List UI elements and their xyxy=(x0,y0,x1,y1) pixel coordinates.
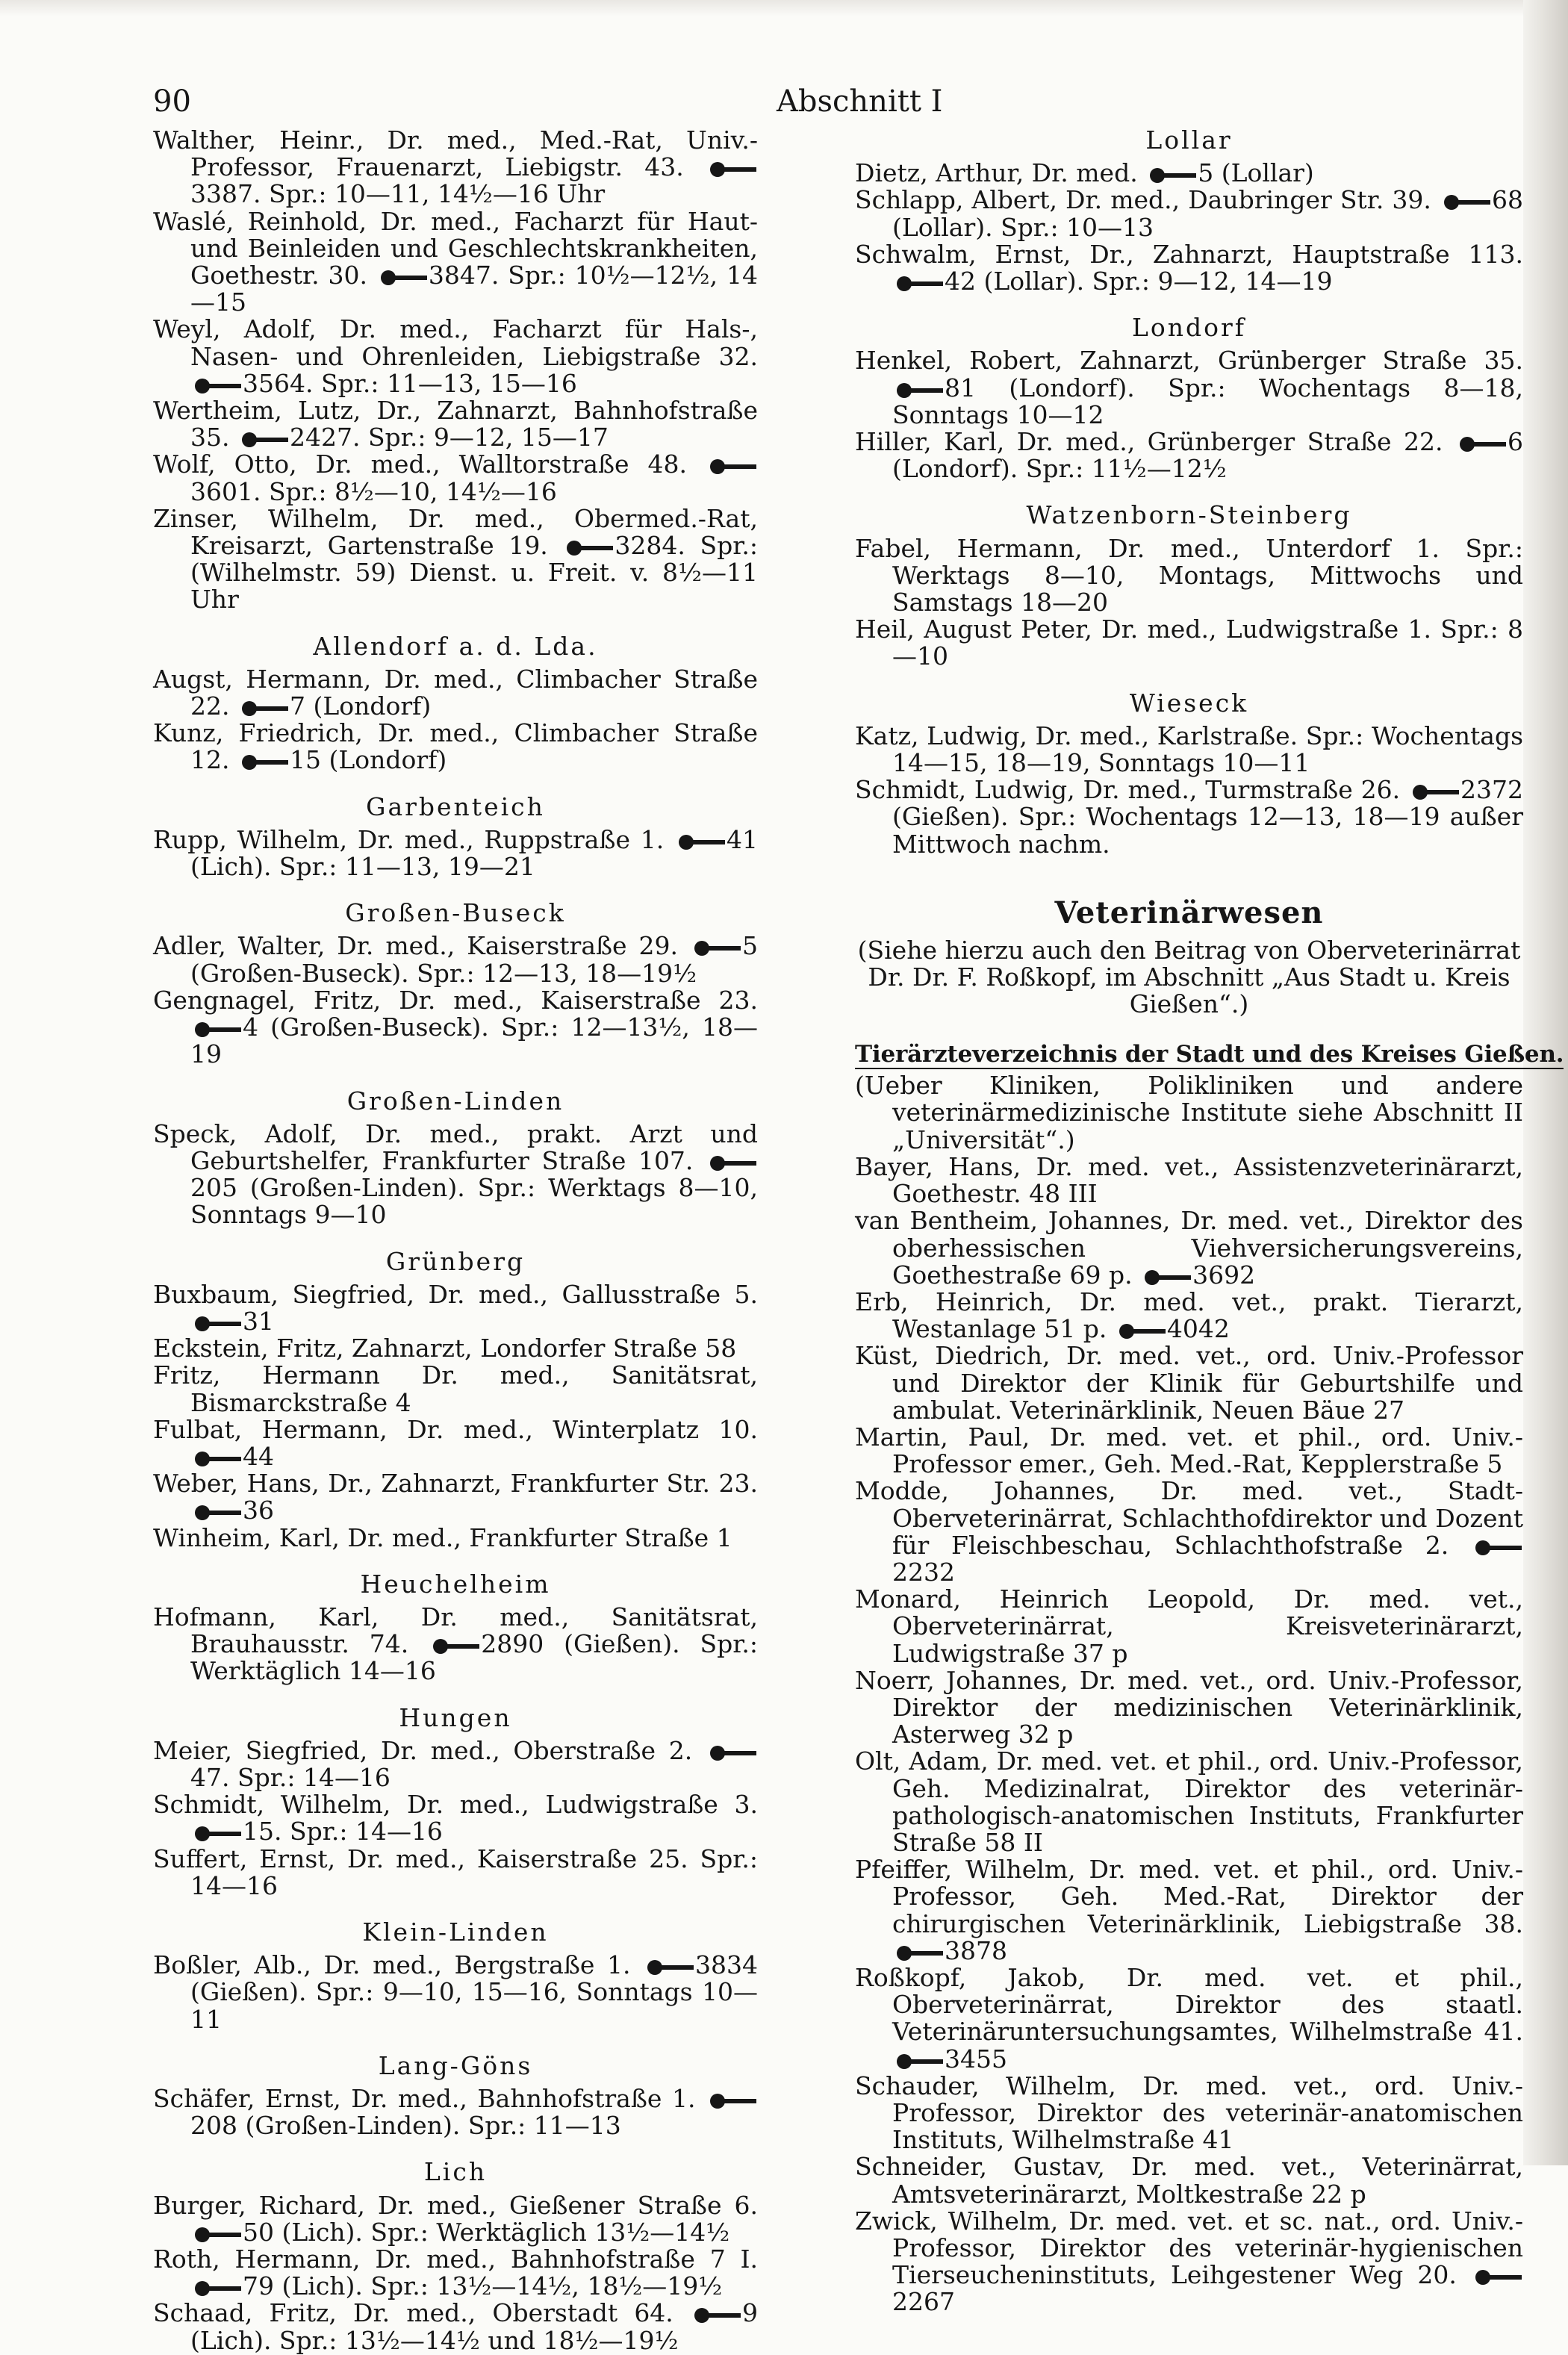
telephone-icon xyxy=(710,162,753,177)
directory-entry xyxy=(855,1424,1523,1478)
telephone-icon xyxy=(897,2054,940,2069)
place-heading: Grünberg xyxy=(385,1246,526,1276)
directory-entry xyxy=(153,451,758,505)
directory-entry xyxy=(855,1207,1523,1289)
entry-text: Weyl, Adolf, Dr. med., Facharzt für Hals-, Nasen- und Ohrenleiden, Liebigstraße 32. xyxy=(153,314,758,371)
entry-text: Buxbaum, Siegfried, Dr. med., Gallusstraße 5. xyxy=(153,1279,758,1309)
entry-text: Suffert, Ernst, Dr. med., Kaiserstraße 25. Spr.: 14—16 xyxy=(153,1844,758,1900)
directory-entry xyxy=(153,1791,758,1845)
directory-entry xyxy=(855,1478,1523,1586)
entry-text: Augst, Hermann, Dr. med., Climbacher Straße 22. xyxy=(153,664,758,721)
entry-text: Walther, Heinr., Dr. med., Med.-Rat, Univ.-Professor, Frauenarzt, Liebigstr. 43. xyxy=(153,125,758,182)
directory-entry xyxy=(153,1846,758,1900)
directory-entry xyxy=(855,241,1523,295)
directory-entry xyxy=(855,429,1523,482)
place-heading: Hungen xyxy=(399,1702,512,1732)
telephone-icon xyxy=(710,2094,753,2109)
telephone-icon xyxy=(1145,1270,1188,1285)
entry-phone: 4042 xyxy=(1166,1314,1230,1344)
entry-phone: 2427. Spr.: 9—12, 15—17 xyxy=(289,423,609,452)
directory-entry xyxy=(153,1735,758,1792)
page-top-shadow xyxy=(0,0,1568,16)
entry-phone: 3847. Spr.: 10½—12½, 14—15 xyxy=(190,261,758,317)
left-column xyxy=(153,127,758,2354)
entry-text: Küst, Diedrich, Dr. med. vet., ord. Univ.-Professor und Direktor der Klinik für Geburtshilfe und ambulat. Veterinärklinik, Neuen Bäue 27 xyxy=(855,1341,1523,1425)
directory-entry xyxy=(153,933,758,986)
entry-phone: 79 (Lich). Spr.: 13½—14½, 18½—19½ xyxy=(243,2271,723,2301)
telephone-icon xyxy=(1475,2270,1519,2285)
telephone-icon xyxy=(381,270,424,285)
entry-text: Boßler, Alb., Dr. med., Bergstraße 1. xyxy=(153,1950,631,1980)
directory-entry xyxy=(153,1470,758,1524)
entry-text: Rupp, Wilhelm, Dr. med., Ruppstraße 1. xyxy=(153,824,665,854)
telephone-icon xyxy=(897,1946,940,1961)
telephone-icon xyxy=(195,379,238,393)
directory-entry xyxy=(855,1964,1523,2073)
telephone-icon xyxy=(242,701,285,716)
telephone-icon xyxy=(1413,785,1456,800)
directory-entry xyxy=(855,2208,1523,2316)
directory-entry xyxy=(855,1667,1523,1749)
entry-phone: 47. Spr.: 14—16 xyxy=(190,1762,391,1792)
directory-entry xyxy=(153,1416,758,1470)
entry-text: Dietz, Arthur, Dr. med. xyxy=(855,158,1138,188)
entry-phone: 2372 (Gießen). Spr.: Wochentags 12—13, 18—19 außer Mittwoch nachm. xyxy=(892,775,1523,859)
section-heading: Veterinärwesen xyxy=(1054,895,1324,930)
telephone-icon xyxy=(195,1505,238,1520)
entry-phone: 7 (Londorf) xyxy=(289,691,432,721)
entry-text: Monard, Heinrich Leopold, Dr. med. vet., Oberveterinärrat, Kreisveterinärarzt, Ludwigstraße 37 p xyxy=(855,1584,1523,1668)
entry-text: Pfeiffer, Wilhelm, Dr. med. vet. et phil., ord. Univ.-Professor, Geh. Med.-Rat, Direktor der chirurgischen Veterinärklinik, Liebigstraße 38. xyxy=(855,1855,1523,1938)
entry-text: Katz, Ludwig, Dr. med., Karlstraße. Spr.: Wochentags 14—15, 18—19, Sonntags 10—11 xyxy=(855,721,1523,778)
entry-text: Schneider, Gustav, Dr. med. vet., Veterinärrat, Amtsveterinärarzt, Moltkestraße 22 p xyxy=(855,2152,1523,2209)
place-heading: Watzenborn-Steinberg xyxy=(1026,500,1352,530)
place-heading: Wieseck xyxy=(1129,688,1249,718)
entry-phone: 31 xyxy=(243,1306,274,1336)
place-heading: Heuchelheim xyxy=(360,1569,551,1599)
entry-phone: 3284. Spr.: (Wilhelmstr. 59) Dienst. u. Freit. v. 8½—11 Uhr xyxy=(190,531,758,615)
place-heading: Lollar xyxy=(1145,125,1233,155)
entry-text: Martin, Paul, Dr. med. vet. et phil., ord. Univ.-Professor emer., Geh. Med.-Rat, Kepplerstraße 5 xyxy=(855,1422,1523,1479)
entry-phone: 5 (Lollar) xyxy=(1198,158,1314,188)
entry-text: Hiller, Karl, Dr. med., Grünberger Straße 22. xyxy=(855,427,1443,457)
telephone-icon xyxy=(195,1452,238,1466)
directory-entry xyxy=(855,777,1523,858)
directory-entry xyxy=(855,1748,1523,1856)
entry-phone: 44 xyxy=(243,1441,274,1471)
directory-entry xyxy=(153,505,758,614)
entry-phone: 6 (Londorf). Spr.: 11½—12½ xyxy=(892,427,1523,484)
directory-entry xyxy=(153,1362,758,1416)
entry-text: Wolf, Otto, Dr. med., Walltorstraße 48. xyxy=(153,449,687,479)
directory-entry xyxy=(855,347,1523,429)
page-number: 90 xyxy=(153,84,191,119)
place-heading: Großen-Buseck xyxy=(345,898,566,928)
entry-text: Gengnagel, Fritz, Dr. med., Kaiserstraße 23. xyxy=(153,985,758,1015)
telephone-icon xyxy=(1475,1540,1519,1555)
entry-phone: 3878 xyxy=(945,1935,1007,1965)
entry-text: Schlapp, Albert, Dr. med., Daubringer Str. 39. xyxy=(855,185,1431,215)
telephone-icon xyxy=(242,432,285,447)
entry-text: Roßkopf, Jakob, Dr. med. vet. et phil., Oberveterinärrat, Direktor des staatl. Veterinäruntersuchungsamtes, Wilhelmstraße 41. xyxy=(855,1962,1523,2047)
entry-text: Henkel, Robert, Zahnarzt, Grünberger Straße 35. xyxy=(855,346,1523,376)
entry-phone: 3564. Spr.: 11—13, 15—16 xyxy=(243,368,577,398)
telephone-icon xyxy=(195,1826,238,1841)
entry-text: Roth, Hermann, Dr. med., Bahnhofstraße 7 I. xyxy=(153,2244,758,2274)
directory-entry xyxy=(153,208,758,317)
page-edge-shadow xyxy=(1523,0,1568,2165)
directory-entry xyxy=(855,1343,1523,1424)
directory-entry xyxy=(855,160,1523,187)
telephone-icon xyxy=(567,541,610,556)
entry-text: Speck, Adolf, Dr. med., prakt. Arzt und Geburtshelfer, Frankfurter Straße 107. xyxy=(153,1119,758,1175)
directory-entry xyxy=(153,127,758,208)
directory-entry xyxy=(855,1856,1523,1964)
directory-entry xyxy=(153,2300,758,2354)
entry-text: Eckstein, Fritz, Zahnarzt, Londorfer Straße 58 xyxy=(153,1334,737,1363)
entry-text: Kunz, Friedrich, Dr. med., Climbacher Straße 12. xyxy=(153,718,758,775)
telephone-icon xyxy=(1150,168,1193,183)
telephone-icon xyxy=(195,2227,238,2242)
directory-entry xyxy=(153,2192,758,2246)
telephone-icon xyxy=(710,459,753,474)
telephone-icon xyxy=(195,2281,238,2296)
telephone-icon xyxy=(694,2308,738,2323)
entry-phone: 15. Spr.: 14—16 xyxy=(243,1817,443,1847)
directory-entry xyxy=(153,2246,758,2300)
entry-text: Heil, August Peter, Dr. med., Ludwigstraße 1. Spr.: 8—10 xyxy=(855,615,1523,671)
entry-text: Zinser, Wilhelm, Dr. med., Obermed.-Rat, Kreisarzt, Gartenstraße 19. xyxy=(153,503,758,561)
entry-text: Schaad, Fritz, Dr. med., Oberstadt 64. xyxy=(153,2298,673,2328)
directory-entry xyxy=(855,1151,1523,1209)
entry-phone: 3601. Spr.: 8½—10, 14½—16 xyxy=(190,476,557,506)
telephone-icon xyxy=(710,1156,753,1171)
directory-entry xyxy=(855,1072,1523,1154)
entry-text: Schwalm, Ernst, Dr., Zahnarzt, Hauptstraße 113. xyxy=(855,239,1523,269)
directory-entry xyxy=(855,535,1523,617)
entry-text: Winheim, Karl, Dr. med., Frankfurter Straße 1 xyxy=(153,1522,732,1552)
telephone-icon xyxy=(195,1022,238,1037)
entry-text: Modde, Johannes, Dr. med. vet., Stadt-Oberveterinärrat, Schlachthofdirektor und Dozent für Fleischbeschau, Schlachthofstraße 2. xyxy=(855,1476,1523,1560)
entry-text: Wertheim, Lutz, Dr., Zahnarzt, Bahnhofstraße 35. xyxy=(153,396,758,452)
place-heading: Allendorf a. d. Lda. xyxy=(313,631,598,661)
telephone-icon xyxy=(897,383,940,398)
directory-entry xyxy=(855,1289,1523,1343)
entry-text: Zwick, Wilhelm, Dr. med. vet. et sc. nat., ord. Univ.-Professor, Direktor des veterinär-hygienischen Tierseucheninstituts, Leihgestener Weg 20. xyxy=(855,2206,1523,2290)
telephone-icon xyxy=(647,1960,691,1975)
directory-entry xyxy=(153,1121,758,1229)
running-title: Abschnitt I xyxy=(777,84,943,119)
entry-phone: 3455 xyxy=(945,2044,1007,2074)
place-heading: Lich xyxy=(423,2157,488,2187)
right-column xyxy=(855,125,1564,2317)
entry-text: Waslé, Reinhold, Dr. med., Facharzt für Haut- und Beinleiden und Geschlechtskrankheiten, Goethestr. 30. xyxy=(153,206,758,290)
entry-phone: 3692 xyxy=(1192,1260,1256,1290)
entry-phone: 2267 xyxy=(892,2287,955,2317)
entry-text: van Bentheim, Johannes, Dr. med. vet., Direktor des oberhessischen Viehversicherungsvereins, Goethestraße 69 p. xyxy=(855,1206,1523,1290)
entry-text: (Ueber Kliniken, Polikliniken und andere veterinärmedizinische Institute siehe Abschnitt II „Universität“.) xyxy=(855,1071,1523,1154)
directory-entry xyxy=(153,987,758,1068)
entry-text: Schmidt, Ludwig, Dr. med., Turmstraße 26. xyxy=(855,775,1401,805)
entry-text: Meier, Siegfried, Dr. med., Oberstraße 2. xyxy=(153,1735,693,1765)
directory-entry xyxy=(153,1604,758,1685)
telephone-icon xyxy=(1444,195,1487,210)
entry-phone: 9 (Lich). Spr.: 13½—14½ und 18½—19½ xyxy=(190,2298,758,2355)
entry-phone: 42 (Lollar). Spr.: 9—12, 14—19 xyxy=(945,267,1333,296)
directory-entry xyxy=(855,1586,1523,1667)
place-heading: Großen-Linden xyxy=(346,1086,564,1116)
entry-text: Schmidt, Wilhelm, Dr. med., Ludwigstraße 3. xyxy=(153,1790,758,1820)
entry-phone: 4 (Großen-Buseck). Spr.: 12—13½, 18—19 xyxy=(190,1012,758,1069)
directory-entry xyxy=(153,1522,758,1552)
entry-text: Erb, Heinrich, Dr. med. vet., prakt. Tierarzt, Westanlage 51 p. xyxy=(855,1287,1523,1344)
directory-entry xyxy=(855,723,1523,777)
place-heading: Garbenteich xyxy=(366,791,545,821)
directory-entry xyxy=(153,316,758,397)
entry-phone: 81 (Londorf). Spr.: Wochentags 8—18, Sonntags 10—12 xyxy=(892,373,1523,429)
section-note: (Siehe hierzu auch den Beitrag von Oberveterinärrat Dr. Dr. F. Roßkopf, im Abschnitt „Aus Stadt u. Kreis Gießen“.) xyxy=(857,936,1521,1019)
directory-entry xyxy=(153,1335,758,1362)
entry-phone: 3387. Spr.: 10—11, 14½—16 Uhr xyxy=(190,179,606,209)
telephone-icon xyxy=(1460,437,1503,452)
entry-text: Olt, Adam, Dr. med. vet. et phil., ord. Univ.-Professor, Geh. Medizinalrat, Direktor des veterinär-pathologisch-anatomischen Instituts, Frankfurter Straße 58 II xyxy=(855,1746,1523,1857)
directory-entry xyxy=(855,2153,1523,2207)
entry-phone: 2232 xyxy=(892,1557,955,1587)
telephone-icon xyxy=(710,1746,753,1761)
entry-text: Adler, Walter, Dr. med., Kaiserstraße 29. xyxy=(153,931,679,961)
entry-text: Weber, Hans, Dr., Zahnarzt, Frankfurter Str. 23. xyxy=(153,1469,758,1499)
entry-phone: 205 (Großen-Linden). Spr.: Werktags 8—10, Sonntags 9—10 xyxy=(190,1173,758,1230)
telephone-icon xyxy=(433,1639,476,1654)
entry-phone: 15 (Londorf) xyxy=(289,745,447,775)
entry-text: Schäfer, Ernst, Dr. med., Bahnhofstraße 1. xyxy=(153,2084,696,2113)
directory-entry xyxy=(855,2073,1523,2154)
entry-phone: 50 (Lich). Spr.: Werktäglich 13½—14½ xyxy=(243,2217,730,2247)
entry-phone: 36 xyxy=(243,1496,274,1525)
directory-entry xyxy=(153,1281,758,1335)
telephone-icon xyxy=(1119,1324,1163,1339)
entry-text: Hofmann, Karl, Dr. med., Sanitätsrat, Brauhausstr. 74. xyxy=(153,1602,758,1659)
entry-phone: 208 (Großen-Linden). Spr.: 11—13 xyxy=(190,2111,621,2141)
telephone-icon xyxy=(694,941,738,956)
entry-phone: 41 (Lich). Spr.: 11—13, 19—21 xyxy=(190,824,758,882)
directory-entry xyxy=(153,1952,758,2033)
directory-entry xyxy=(855,616,1523,670)
place-heading: Londorf xyxy=(1131,313,1247,343)
entry-text: Fritz, Hermann Dr. med., Sanitätsrat, Bismarckstraße 4 xyxy=(153,1360,758,1417)
entry-text: Fulbat, Hermann, Dr. med., Winterplatz 10. xyxy=(153,1414,758,1444)
entry-phone: 3834 (Gießen). Spr.: 9—10, 15—16, Sonntags 10—11 xyxy=(190,1950,758,2034)
entry-text: Schauder, Wilhelm, Dr. med. vet., ord. Univ.-Professor, Direktor des veterinär-anatomischen Instituts, Wilhelmstraße 41 xyxy=(855,2071,1523,2155)
directory-entry xyxy=(153,397,758,451)
telephone-icon xyxy=(679,835,722,850)
entry-phone: 2890 (Gießen). Spr.: Werktäglich 14—16 xyxy=(190,1629,758,1686)
sub-heading: Tierärzteverzeichnis der Stadt und des Kreises Gießen. xyxy=(855,1041,1564,1069)
telephone-icon xyxy=(897,276,940,291)
directory-entry xyxy=(855,187,1523,240)
directory-entry xyxy=(153,666,758,720)
telephone-icon xyxy=(195,1316,238,1331)
entry-text: Noerr, Johannes, Dr. med. vet., ord. Univ.-Professor, Direktor der medizinischen Veterinärklinik, Asterweg 32 p xyxy=(855,1665,1523,1749)
entry-text: Fabel, Hermann, Dr. med., Unterdorf 1. Spr.: Werktags 8—10, Montags, Mittwochs und Samstags 18—20 xyxy=(855,533,1523,617)
place-heading: Klein-Linden xyxy=(362,1917,549,1947)
directory-entry xyxy=(153,2085,758,2139)
directory-entry xyxy=(153,720,758,774)
telephone-icon xyxy=(242,755,285,770)
entry-text: Burger, Richard, Dr. med., Gießener Straße 6. xyxy=(153,2190,758,2220)
entry-text: Bayer, Hans, Dr. med. vet., Assistenzveterinärarzt, Goethestr. 48 III xyxy=(855,1151,1523,1209)
directory-entry xyxy=(153,824,758,882)
entry-phone: 68 (Lollar). Spr.: 10—13 xyxy=(892,185,1523,242)
entry-phone: 5 (Großen-Buseck). Spr.: 12—13, 18—19½ xyxy=(190,931,758,988)
place-heading: Lang-Göns xyxy=(378,2050,533,2080)
